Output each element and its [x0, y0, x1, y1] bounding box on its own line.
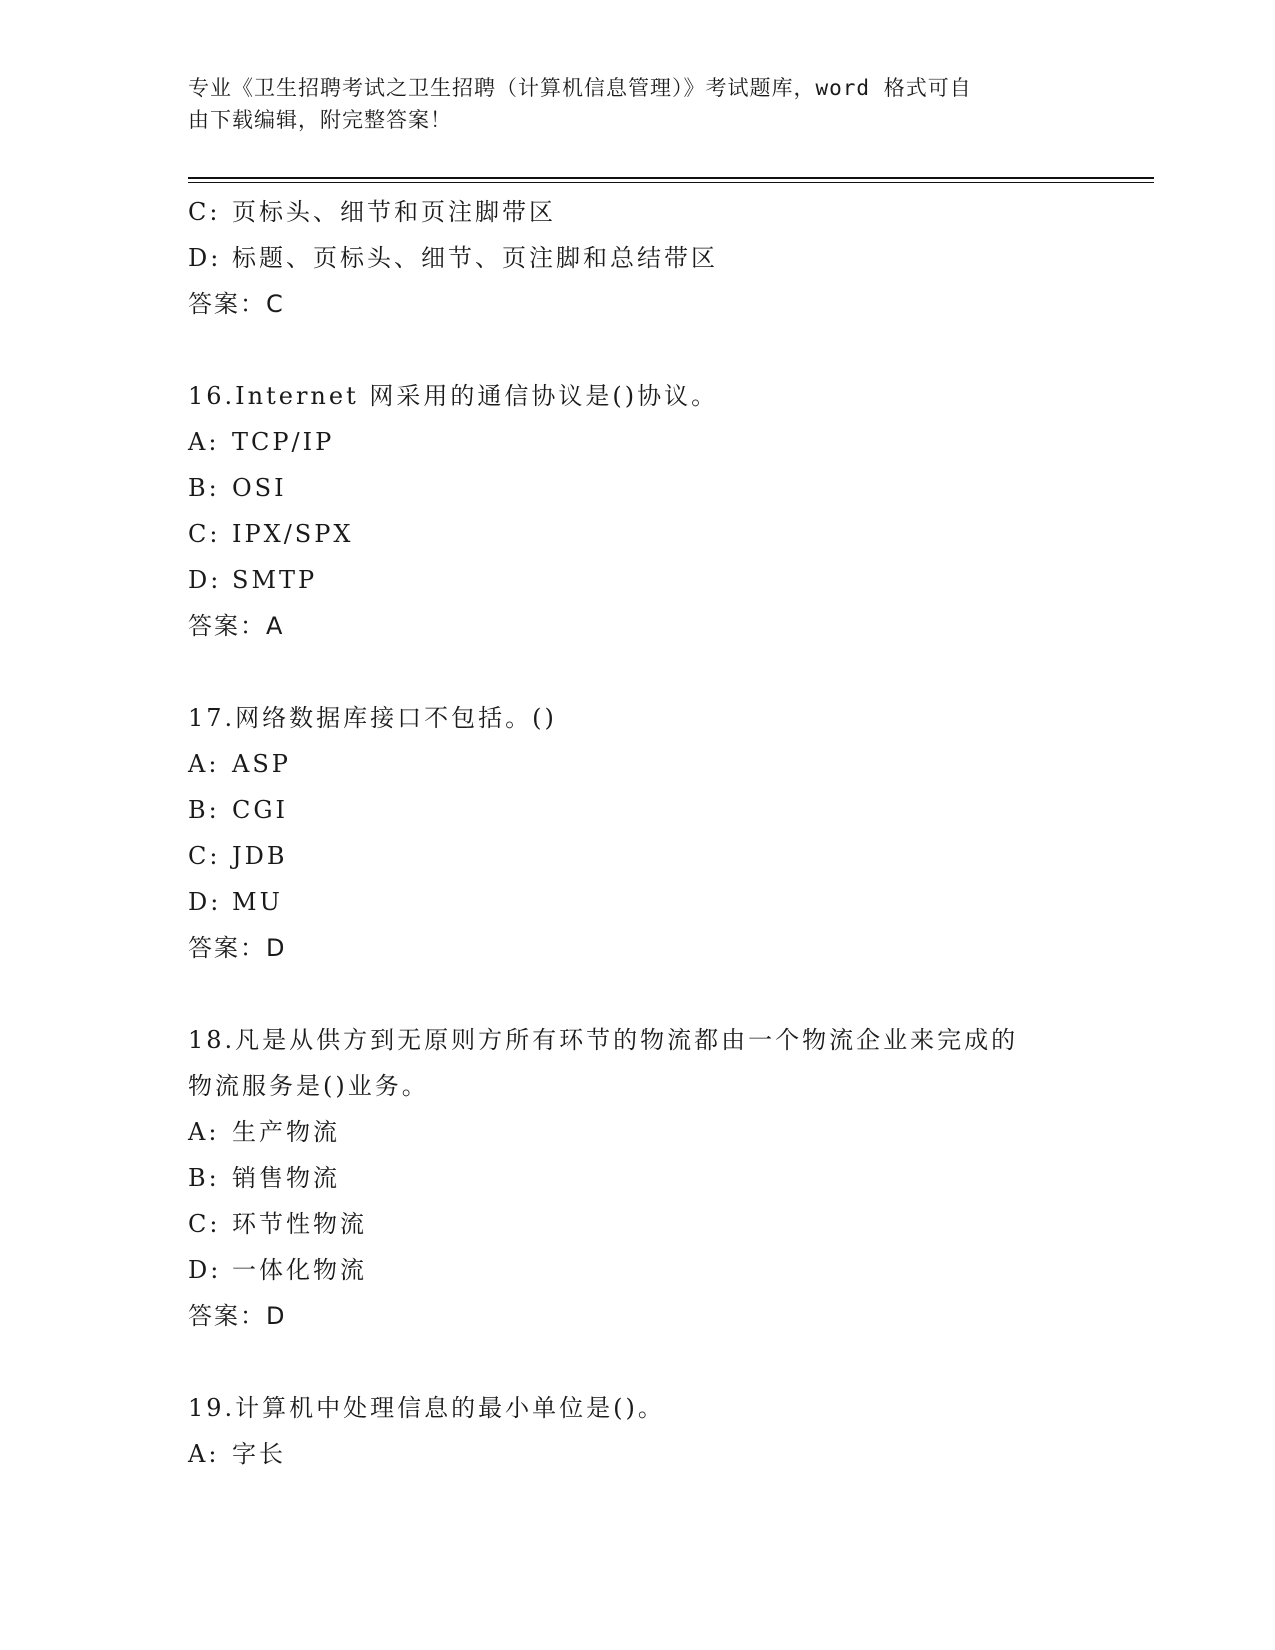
- spacer: [188, 1339, 1088, 1385]
- option-letter: A:: [188, 1440, 220, 1468]
- option-letter: B:: [188, 1164, 220, 1192]
- question-list: [188, 189, 1088, 1477]
- option-letter: B:: [188, 796, 220, 824]
- question-16: [188, 373, 1088, 649]
- option-letter: C:: [188, 198, 221, 226]
- option-row: [188, 511, 1088, 557]
- option-row: [188, 189, 1088, 235]
- option-text: 一体化物流: [232, 1256, 367, 1284]
- option-text: OSI: [232, 474, 287, 502]
- spacer: [188, 327, 1088, 373]
- option-letter: D:: [188, 566, 222, 594]
- option-text: IPX/SPX: [232, 520, 354, 548]
- question-18: [188, 1017, 1088, 1339]
- option-letter: C:: [188, 842, 221, 870]
- option-row: [188, 235, 1088, 281]
- option-row: [188, 1431, 1088, 1477]
- option-text: 字长: [232, 1440, 286, 1468]
- option-row: [188, 419, 1088, 465]
- answer-line: 答案：D: [188, 1302, 287, 1330]
- question-17: [188, 695, 1088, 971]
- option-text: JDB: [232, 842, 288, 870]
- option-row: [188, 1155, 1088, 1201]
- question-19: [188, 1385, 1088, 1477]
- option-text: 环节性物流: [232, 1210, 367, 1238]
- option-text: TCP/IP: [232, 428, 335, 456]
- option-letter: A:: [188, 428, 220, 456]
- option-letter: D:: [188, 1256, 222, 1284]
- option-row: [188, 741, 1088, 787]
- option-text: ASP: [232, 750, 291, 778]
- option-text: 销售物流: [232, 1164, 340, 1192]
- option-text: 页标头、细节和页注脚带区: [232, 198, 556, 226]
- header-line-1: 专业《卫生招聘考试之卫生招聘（计算机信息管理）》考试题库，word 格式可自: [188, 76, 972, 100]
- question-stem: 18.凡是从供方到无原则方所有环节的物流都由一个物流企业来完成的: [188, 1026, 1019, 1054]
- option-text: 标题、页标头、细节、页注脚和总结带区: [232, 244, 718, 272]
- option-row: [188, 1247, 1088, 1293]
- option-letter: D:: [188, 244, 222, 272]
- question-stem: 16.Internet 网采用的通信协议是()协议。: [188, 382, 719, 410]
- question-continuation: [188, 189, 1088, 327]
- option-row: [188, 1201, 1088, 1247]
- option-text: CGI: [232, 796, 289, 824]
- question-stem-continued: 物流服务是()业务。: [188, 1072, 429, 1100]
- answer-line: 答案：A: [188, 612, 285, 640]
- header-line-2: 由下载编辑，附完整答案！: [188, 108, 452, 132]
- document-header: [188, 72, 1068, 136]
- option-letter: C:: [188, 520, 221, 548]
- header-divider-thin: [188, 182, 1154, 183]
- option-row: [188, 833, 1088, 879]
- header-divider: [188, 177, 1154, 179]
- spacer: [188, 971, 1088, 1017]
- option-text: 生产物流: [232, 1118, 340, 1146]
- option-row: [188, 1109, 1088, 1155]
- option-letter: A:: [188, 1118, 220, 1146]
- question-stem: 17.网络数据库接口不包括。(): [188, 704, 557, 732]
- option-row: [188, 557, 1088, 603]
- option-row: [188, 465, 1088, 511]
- option-text: SMTP: [232, 566, 318, 594]
- option-letter: D:: [188, 888, 222, 916]
- option-row: [188, 787, 1088, 833]
- option-letter: B:: [188, 474, 220, 502]
- answer-line: 答案：D: [188, 934, 287, 962]
- spacer: [188, 649, 1088, 695]
- option-text: MU: [232, 888, 283, 916]
- question-stem: 19.计算机中处理信息的最小单位是()。: [188, 1394, 665, 1422]
- option-letter: A:: [188, 750, 220, 778]
- option-letter: C:: [188, 1210, 221, 1238]
- answer-line: 答案：C: [188, 290, 285, 318]
- option-row: [188, 879, 1088, 925]
